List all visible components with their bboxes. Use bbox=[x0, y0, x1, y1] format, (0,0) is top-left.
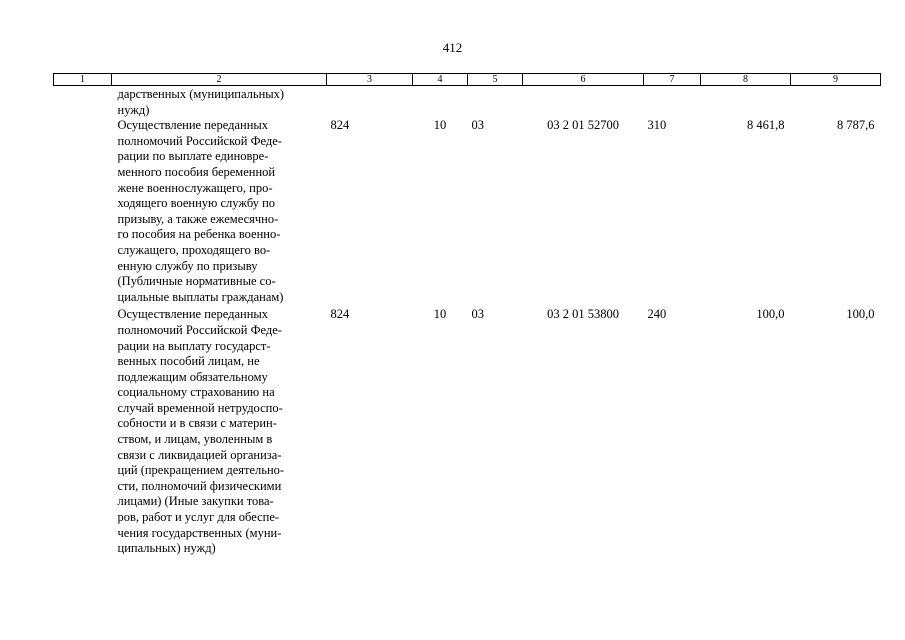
row-col4: 10 bbox=[433, 118, 447, 133]
continuation-row bbox=[54, 86, 881, 119]
row-col9: 8 787,6 bbox=[837, 118, 875, 133]
column-header-7: 7 bbox=[644, 74, 701, 86]
column-header-3: 3 bbox=[327, 74, 413, 86]
column-header-9: 9 bbox=[791, 74, 881, 86]
page-number: 412 bbox=[442, 40, 463, 55]
row-col8: 100,0 bbox=[756, 307, 785, 322]
row-col6: 03 2 01 52700 bbox=[547, 118, 619, 133]
row-col5: 03 bbox=[471, 307, 484, 322]
column-number-header-row bbox=[54, 74, 881, 86]
column-header-8: 8 bbox=[701, 74, 791, 86]
column-header-1: 1 bbox=[54, 74, 112, 86]
column-header-5: 5 bbox=[468, 74, 523, 86]
continuation-text: дарственных (муниципальных) нужд) bbox=[117, 87, 285, 117]
column-header-2: 2 bbox=[112, 74, 327, 86]
row-col5: 03 bbox=[471, 118, 484, 133]
row-col4: 10 bbox=[433, 307, 447, 322]
budget-table bbox=[53, 73, 881, 557]
row-col3: 824 bbox=[330, 307, 350, 322]
table-row bbox=[54, 305, 881, 557]
row-col9: 100,0 bbox=[846, 307, 875, 322]
row-col3: 824 bbox=[330, 118, 350, 133]
row-col7: 240 bbox=[647, 307, 667, 322]
row-name: Осуществление переданных полномочий Российской Феде- рации по выплате единовре- менного пособия беременной жене военнослужащего, про- ходящего военную службу по призыву, а также ежемесячно- го пособия на ребенка военно- служащего, проходящего во- енную службу по призыву (Публичные нормативные со- циальные выплаты гражданам) bbox=[117, 118, 284, 304]
row-col6: 03 2 01 53800 bbox=[547, 307, 619, 322]
column-header-4: 4 bbox=[413, 74, 468, 86]
table-row bbox=[54, 118, 881, 305]
row-name: Осуществление переданных полномочий Российской Феде- рации на выплату государст- венных пособий лицам, не подлежащим обязательному социальному страхованию на случай временной нетрудоспо- собности и в связи с материн- ством, и лицам, уволенным в связи с ликвидацией организа- ций (прекращением деятельно- сти, полномочий физическими лицами) (Иные закупки това- ров, работ и услуг для обеспе- чения государственных (муни- ципальных) нужд) bbox=[117, 307, 285, 556]
column-header-6: 6 bbox=[523, 74, 644, 86]
row-col8: 8 461,8 bbox=[747, 118, 785, 133]
row-col7: 310 bbox=[647, 118, 667, 133]
